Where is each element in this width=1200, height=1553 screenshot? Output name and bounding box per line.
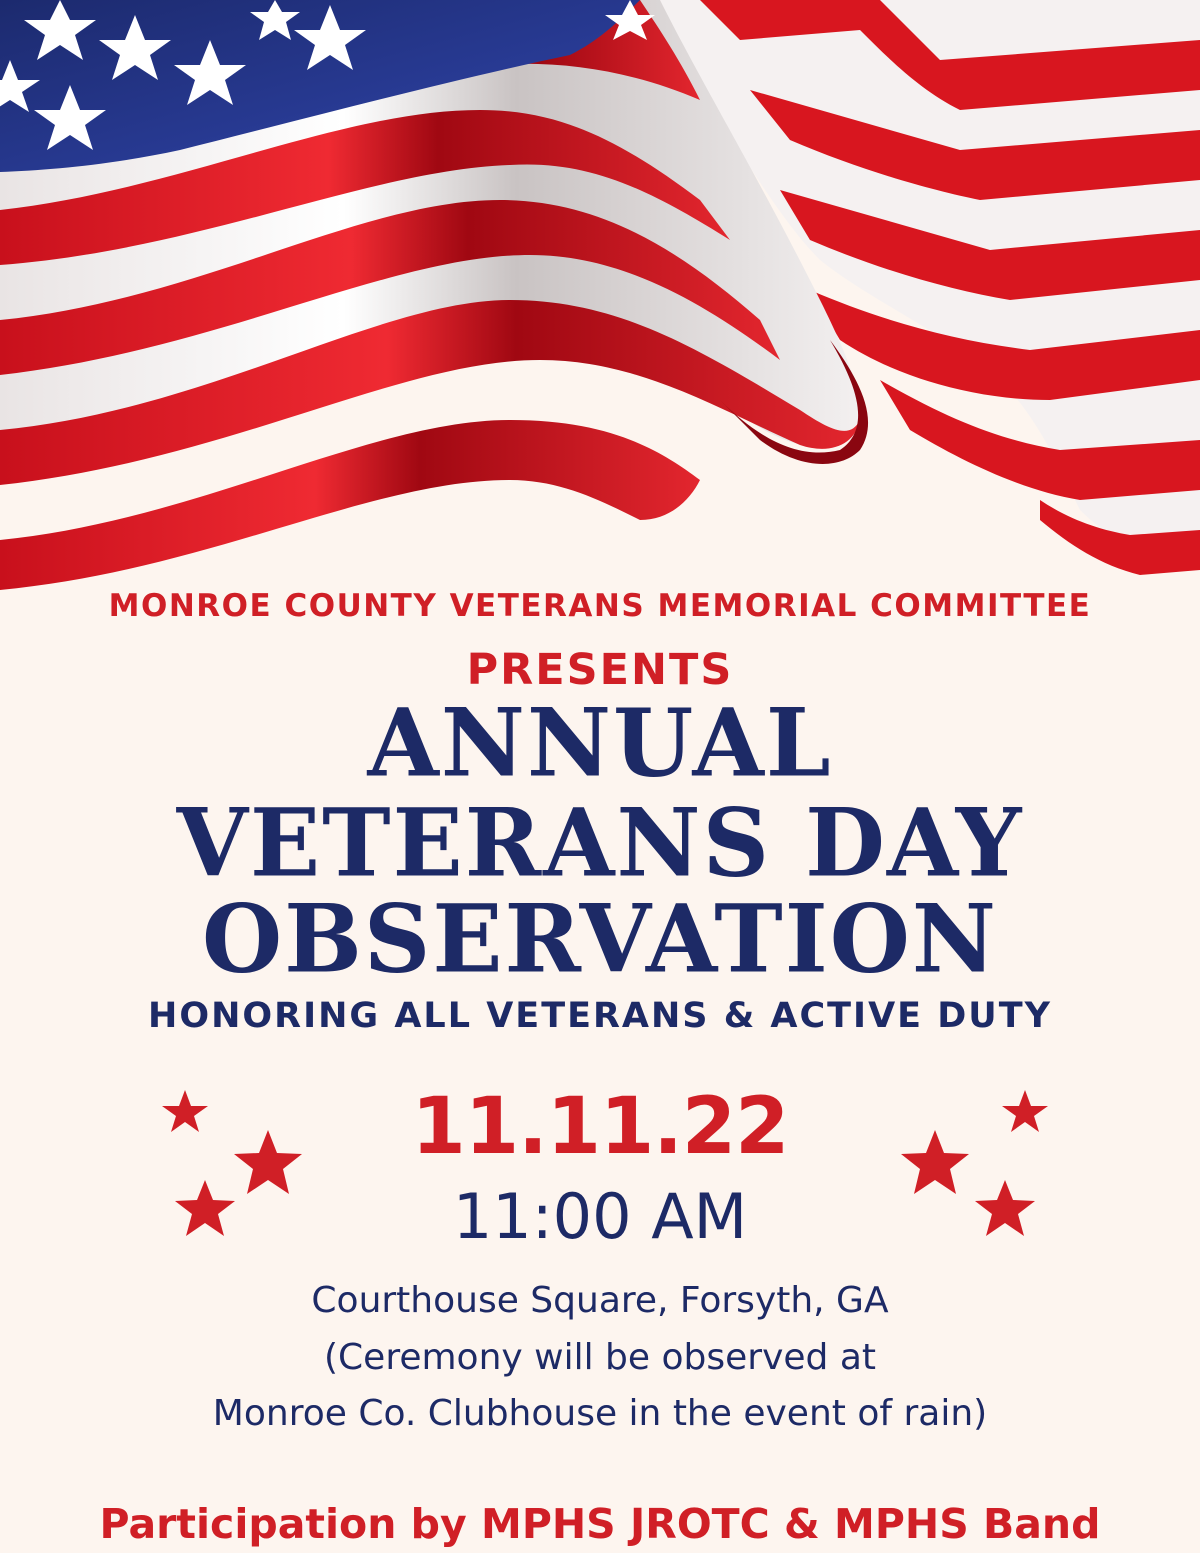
event-time: 11:00 AM [452, 1180, 748, 1253]
subtitle: HONORING ALL VETERANS & ACTIVE DUTY [148, 996, 1052, 1036]
participation-note: Participation by MPHS JROTC & MPHS Band [99, 1500, 1101, 1548]
event-date: 11.11.22 [411, 1082, 789, 1172]
american-flag-icon [0, 0, 1200, 600]
title-line-2: VETERANS DAY [176, 787, 1024, 899]
presents-label: PRESENTS [466, 645, 734, 695]
star-icon [1002, 1090, 1048, 1132]
title-line-3: OBSERVATION [202, 883, 998, 995]
title-line-1: ANNUAL [367, 687, 833, 799]
committee-name: MONROE COUNTY VETERANS MEMORIAL COMMITTEE [108, 588, 1092, 624]
location-line-2: (Ceremony will be observed at [324, 1337, 876, 1378]
location-line-1: Courthouse Square, Forsyth, GA [311, 1280, 889, 1321]
location-line-3: Monroe Co. Clubhouse in the event of rain) [212, 1393, 988, 1434]
